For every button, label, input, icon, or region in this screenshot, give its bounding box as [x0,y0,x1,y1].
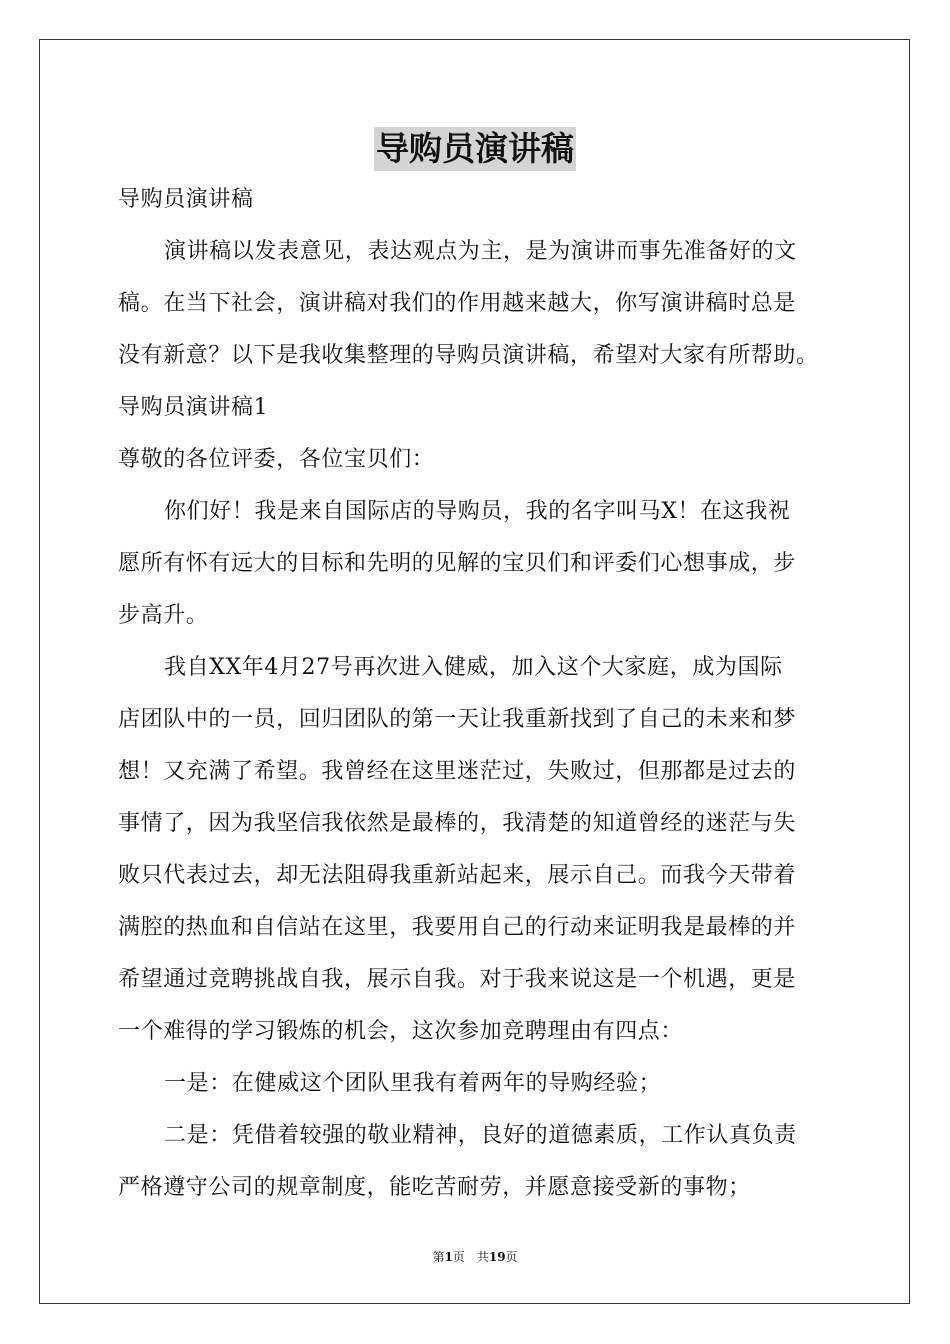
paragraph-line: 我自XX年4月27号再次进入健威，加入这个大家庭，成为国际 [164,655,783,680]
paragraph-line: 没有新意？以下是我收集整理的导购员演讲稿，希望对大家有所帮助。 [118,343,819,368]
paragraph-line: 想！又充满了希望。我曾经在这里迷茫过，失败过，但那都是过去的 [118,759,797,784]
page-prefix: 第 [432,1250,445,1264]
paragraph-line: 满腔的热血和自信站在这里，我要用自己的行动来证明我是最棒的并 [118,915,797,940]
salutation-line: 尊敬的各位评委，各位宝贝们： [118,447,435,472]
current-page-number: 1 [444,1250,453,1264]
paragraph-line: 愿所有怀有远大的目标和先明的见解的宝贝们和评委们心想事成，步 [118,551,797,576]
title-block [0,127,950,171]
paragraph-line: 败只代表过去，却无法阻碍我重新站起来，展示自己。而我今天带着 [118,863,797,888]
list-item-line: 严格遵守公司的规章制度，能吃苦耐劳，并愿意接受新的事物； [118,1175,751,1200]
paragraph-line: 希望通过竞聘挑战自我，展示自我。对于我来说这是一个机遇，更是 [118,967,797,992]
paragraph-line: 演讲稿以发表意见，表达观点为主，是为演讲而事先准备好的文 [164,239,797,264]
total-prefix: 共 [476,1250,489,1264]
paragraph-line: 一个难得的学习锻炼的机会，这次参加竞聘理由有四点： [118,1019,684,1044]
list-item-line: 二是：凭借着较强的敬业精神，良好的道德素质，工作认真负责 [164,1123,797,1148]
section-heading: 导购员演讲稿1 [118,395,269,420]
page-suffix: 页 [452,1250,465,1264]
paragraph-line: 店团队中的一员，回归团队的第一天让我重新找到了自己的未来和梦 [118,707,797,732]
list-item-line: 一是：在健威这个团队里我有着两年的导购经验； [164,1071,662,1096]
document-body [118,178,838,1218]
paragraph-line: 稿。在当下社会，演讲稿对我们的作用越来越大，你写演讲稿时总是 [118,291,797,316]
document-title: 导购员演讲稿 [374,127,576,171]
total-page-count: 19 [488,1250,506,1264]
subtitle-line: 导购员演讲稿 [118,187,254,212]
paragraph-line: 你们好！我是来自国际店的导购员，我的名字叫马X！在这我祝 [164,499,791,524]
paragraph-line: 步高升。 [118,603,209,628]
total-suffix: 页 [505,1250,518,1264]
page-footer [0,1249,950,1265]
paragraph-line: 事情了，因为我坚信我依然是最棒的，我清楚的知道曾经的迷茫与失 [118,811,797,836]
